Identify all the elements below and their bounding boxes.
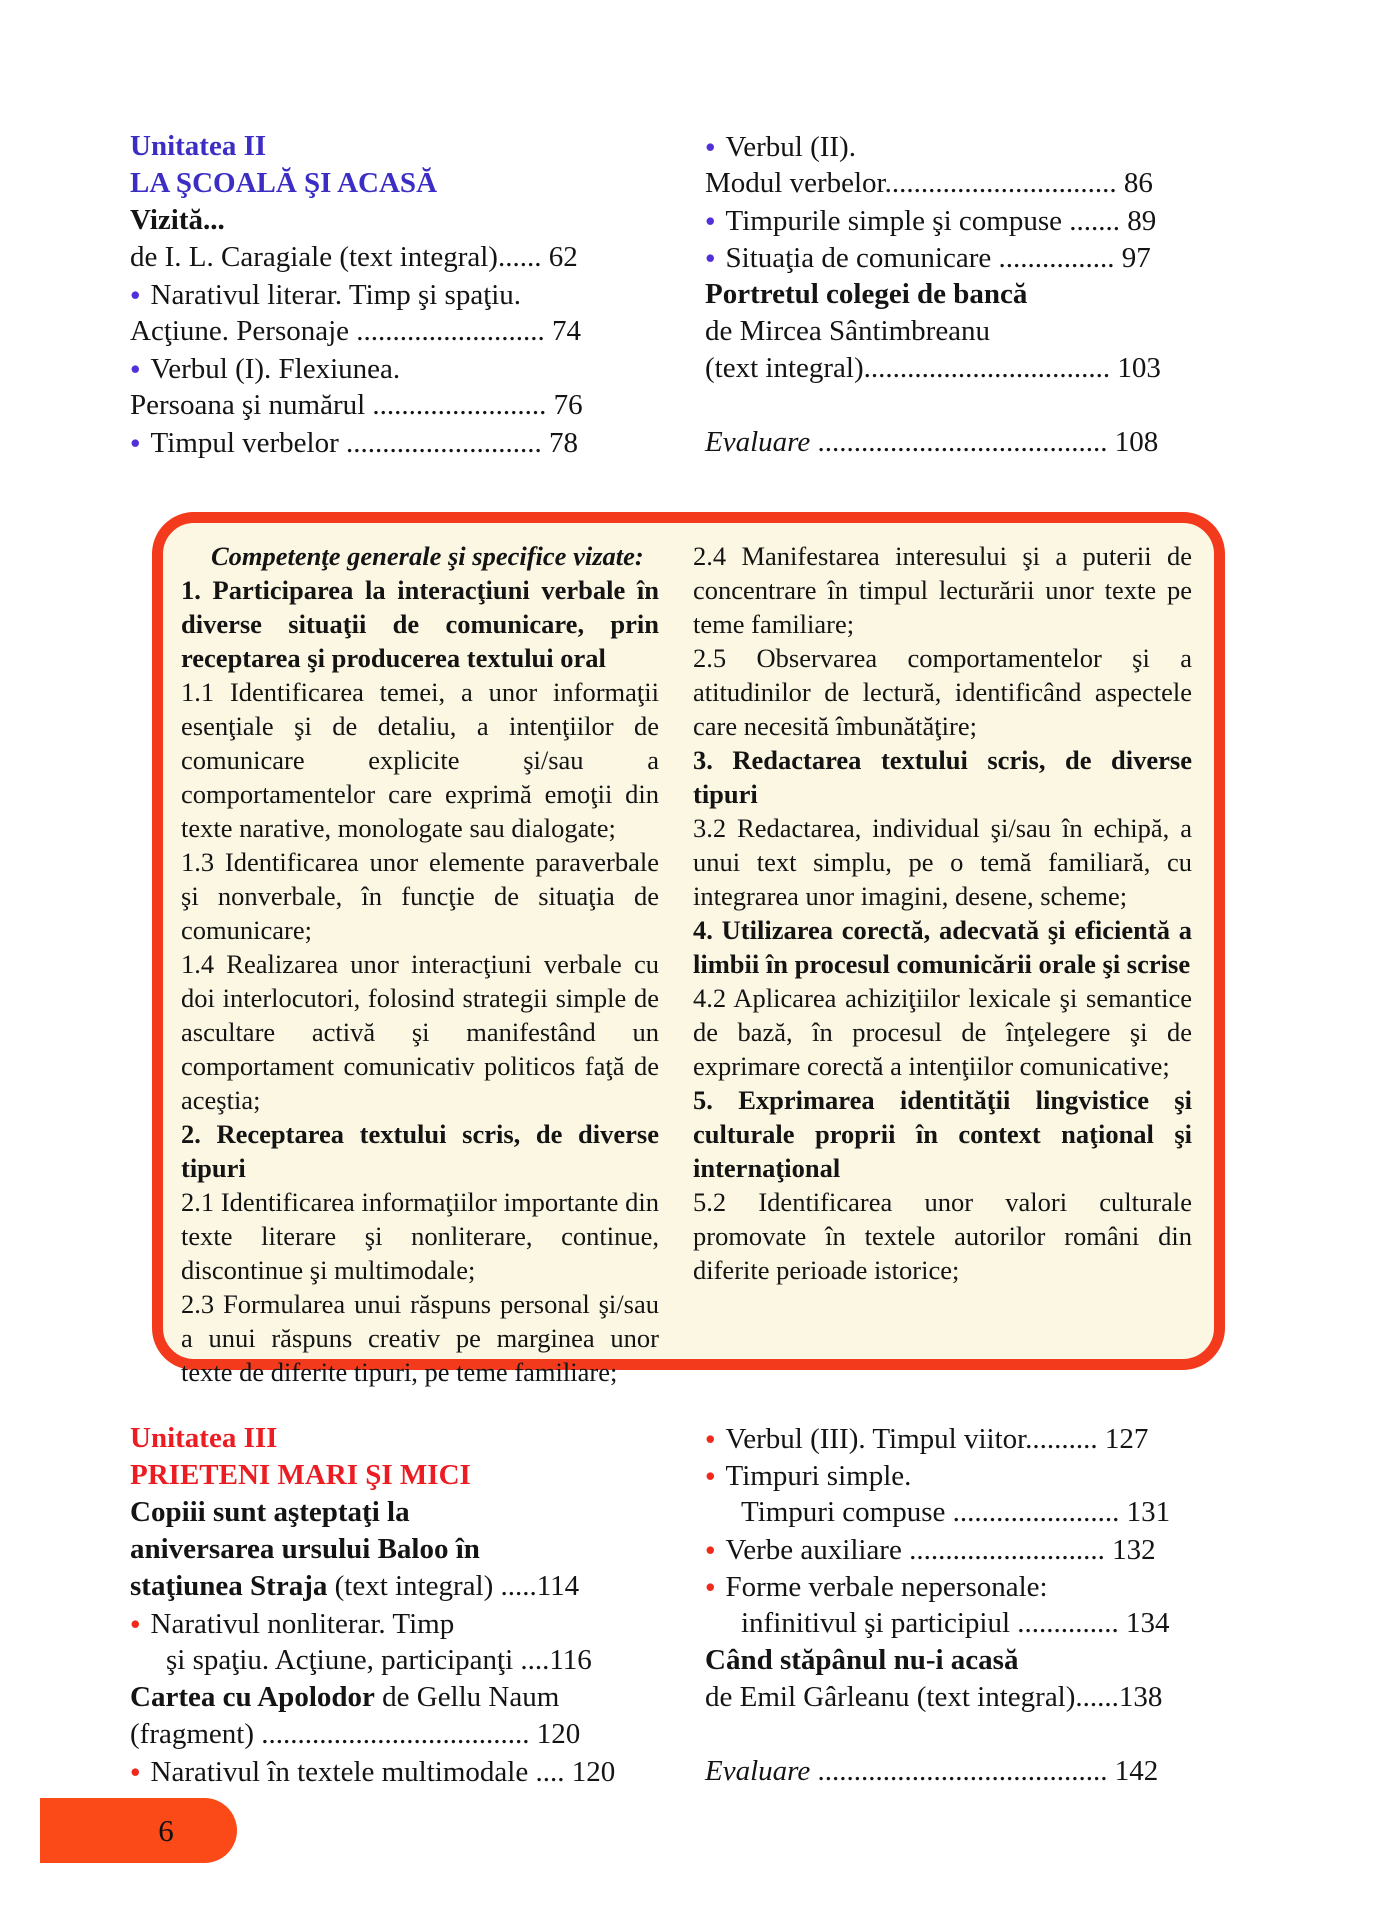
bullet-icon: ● bbox=[130, 1761, 141, 1781]
page-number-tab bbox=[40, 1798, 237, 1863]
text-segment: Când stăpânul nu-i acasă bbox=[705, 1644, 1019, 1676]
competency-paragraph: 1.3 Identificarea unor elemente paraverbale şi nonverbale, în funcţie de situaţia de comunicare; bbox=[181, 847, 659, 945]
toc-line bbox=[130, 1494, 695, 1531]
text-segment: Modul verbelor................................ 86 bbox=[705, 167, 1153, 199]
toc-line bbox=[705, 350, 1185, 387]
bullet-icon: ● bbox=[130, 358, 141, 378]
competency-paragraph: 1.4 Realizarea unor interacţiuni verbale cu doi interlocutori, folosind strategii simple de ascultare activă şi manifestând un comportament comunicativ politicos faţă de aceştia; bbox=[181, 949, 659, 1115]
toc-line bbox=[130, 1716, 695, 1753]
competencies-right-column bbox=[693, 539, 1192, 1359]
text-segment: Narativul în textele multimodale .... 120 bbox=[150, 1755, 616, 1788]
toc-line bbox=[130, 424, 690, 461]
text-segment: Verbul (III). Timpul viitor.......... 127 bbox=[725, 1422, 1149, 1455]
competency-paragraph: 3.2 Redactarea, individual şi/sau în echipă, a unui text simplu, pe o temă familiară, cu integrarea unor imagini, desene, scheme; bbox=[693, 813, 1192, 911]
toc-line bbox=[130, 1568, 695, 1605]
text-segment: Narativul literar. Timp şi spaţiu. bbox=[150, 278, 522, 311]
competency-paragraph: 2.4 Manifestarea interesului şi a puterii de concentrare în timpul lecturării unor texte pe teme familiare; bbox=[693, 541, 1192, 639]
competency-paragraph: 4. Utilizarea corectă, adecvată şi eficientă a limbii în procesul comunicării orale şi scrise bbox=[693, 915, 1192, 979]
toc-line bbox=[705, 1605, 1185, 1642]
text-segment: de Mircea Sântimbreanu bbox=[705, 315, 991, 347]
page-number: 6 bbox=[158, 1812, 174, 1848]
toc-line bbox=[705, 276, 1185, 313]
text-segment: Narativul nonliterar. Timp bbox=[150, 1607, 455, 1640]
toc-line bbox=[130, 1605, 695, 1642]
toc-line bbox=[705, 1716, 1185, 1753]
toc-line bbox=[130, 313, 690, 350]
text-segment: Acţiune. Personaje .......................... 74 bbox=[130, 315, 582, 347]
competencies-right-paragraphs bbox=[693, 539, 1192, 1287]
text-segment: Timpul verbelor ........................... 78 bbox=[150, 426, 578, 459]
competency-paragraph: 2.3 Formularea unui răspuns personal şi/sau a unui răspuns creativ pe marginea unor texte de diferite tipuri, pe teme familiare; bbox=[181, 1289, 659, 1387]
toc-unit3-left-column bbox=[130, 1420, 695, 1790]
competency-paragraph: 5. Exprimarea identităţii lingvistice şi culturale proprii în context naţional şi internaţional bbox=[693, 1085, 1192, 1183]
unit-title bbox=[130, 1457, 695, 1494]
toc-line bbox=[130, 276, 690, 313]
toc-line bbox=[705, 1494, 1185, 1531]
text-segment: Vizită... bbox=[130, 204, 225, 236]
competency-paragraph: 2. Receptarea textului scris, de diverse tipuri bbox=[181, 1119, 659, 1183]
toc-line bbox=[705, 1642, 1185, 1679]
text-segment: Forme verbale nepersonale: bbox=[725, 1570, 1048, 1603]
text-segment: LA ŞCOALĂ ŞI ACASĂ bbox=[130, 167, 438, 199]
text-segment: Timpuri simple. bbox=[725, 1459, 912, 1492]
text-segment: Timpuri compuse ....................... 131 bbox=[741, 1496, 1171, 1528]
competency-paragraph: 4.2 Aplicarea achiziţiilor lexicale şi semantice de bază, în procesul de înţelegere şi de exprimare corectă a intenţiilor comunicative; bbox=[693, 983, 1192, 1081]
toc-line bbox=[130, 239, 690, 276]
competencies-title: Competenţe generale şi specifice vizate: bbox=[211, 541, 644, 571]
text-segment: Portretul colegei de bancă bbox=[705, 278, 1028, 310]
toc-line bbox=[130, 1531, 695, 1568]
bullet-icon: ● bbox=[705, 1428, 716, 1448]
toc-line bbox=[130, 350, 690, 387]
bullet-icon: ● bbox=[130, 432, 141, 452]
text-segment: şi spaţiu. Acţiune, participanţi ....116 bbox=[166, 1644, 592, 1676]
toc-line bbox=[130, 1753, 695, 1790]
text-segment: Evaluare bbox=[705, 426, 811, 458]
toc-line bbox=[705, 1531, 1185, 1568]
toc-line bbox=[705, 424, 1185, 461]
toc-line bbox=[705, 128, 1185, 165]
toc-line bbox=[130, 1679, 695, 1716]
toc-line bbox=[705, 239, 1185, 276]
text-segment: Situaţia de comunicare ................ 97 bbox=[725, 241, 1151, 274]
toc-line bbox=[705, 1679, 1185, 1716]
toc-line bbox=[130, 202, 690, 239]
toc-line bbox=[130, 387, 690, 424]
bullet-icon: ● bbox=[130, 1613, 141, 1633]
toc-line bbox=[705, 1753, 1185, 1790]
bullet-icon: ● bbox=[705, 1576, 716, 1596]
text-segment: de I. L. Caragiale (text integral)...... 62 bbox=[130, 241, 578, 273]
competency-paragraph: 2.5 Observarea comportamentelor şi a atitudinilor de lectură, identificând aspectele care necesită îmbunătăţire; bbox=[693, 643, 1192, 741]
competencies-left-column bbox=[181, 539, 659, 1387]
text-segment: aniversarea ursului Baloo în bbox=[130, 1533, 480, 1565]
toc-unit2-left-column bbox=[130, 128, 690, 461]
text-segment: Verbul (II). bbox=[725, 130, 856, 163]
text-segment: (text integral) .....114 bbox=[327, 1570, 580, 1602]
toc-unit2-right-column bbox=[705, 128, 1185, 461]
text-segment: ........................................ 142 bbox=[810, 1755, 1159, 1787]
toc-unit3-right-column bbox=[705, 1420, 1185, 1790]
bullet-icon: ● bbox=[705, 136, 716, 156]
unit-title bbox=[130, 165, 690, 202]
text-segment: de Emil Gârleanu (text integral)......138 bbox=[705, 1681, 1163, 1713]
text-segment: (text integral).................................. 103 bbox=[705, 352, 1161, 384]
text-segment: de Gellu Naum bbox=[374, 1681, 560, 1713]
competency-paragraph: 5.2 Identificarea unor valori culturale promovate în textele autorilor români din diferite perioade istorice; bbox=[693, 1187, 1192, 1285]
toc-line bbox=[705, 1420, 1185, 1457]
text-segment: Copiii sunt aşteptaţi la bbox=[130, 1496, 410, 1528]
competency-paragraph: 1. Participarea la interacţiuni verbale în diverse situaţii de comunicare, prin receptarea şi producerea textului oral bbox=[181, 575, 659, 673]
text-segment: staţiunea Straja bbox=[130, 1570, 328, 1602]
bullet-icon: ● bbox=[130, 284, 141, 304]
text-segment: Cartea cu Apolodor bbox=[130, 1681, 375, 1713]
toc-line bbox=[705, 202, 1185, 239]
toc-line bbox=[705, 387, 1185, 424]
text-segment: Unitatea III bbox=[130, 1422, 278, 1454]
bullet-icon: ● bbox=[705, 1465, 716, 1485]
text-segment: Persoana şi numărul ........................ 76 bbox=[130, 389, 583, 421]
text-segment: infinitivul şi participiul .............. 134 bbox=[741, 1607, 1170, 1639]
text-segment: ........................................ 108 bbox=[810, 426, 1159, 458]
text-segment: Verbe auxiliare ........................... 132 bbox=[725, 1533, 1156, 1566]
toc-line bbox=[705, 165, 1185, 202]
competency-paragraph: 2.1 Identificarea informaţiilor importante din texte literare şi nonliterare, continue, discontinue şi multimodale; bbox=[181, 1187, 659, 1285]
bullet-icon: ● bbox=[705, 1539, 716, 1559]
competencies-box bbox=[152, 512, 1225, 1387]
competencies-left-paragraphs bbox=[181, 573, 659, 1389]
toc-line bbox=[130, 1642, 695, 1679]
unit-label bbox=[130, 1420, 695, 1457]
bullet-icon: ● bbox=[705, 210, 716, 230]
bullet-icon: ● bbox=[705, 247, 716, 267]
text-segment: PRIETENI MARI ŞI MICI bbox=[130, 1459, 471, 1491]
text-segment: Unitatea II bbox=[130, 130, 267, 162]
competency-paragraph: 1.1 Identificarea temei, a unor informaţii esenţiale şi de detaliu, a intenţiilor de comunicare explicite şi/sau a comportamentelor care exprimă emoţii din texte narative, monologate sau dialogate; bbox=[181, 677, 659, 843]
toc-line bbox=[705, 1457, 1185, 1494]
text-segment: (fragment) ..................................... 120 bbox=[130, 1718, 581, 1750]
text-segment: Timpurile simple şi compuse ....... 89 bbox=[725, 204, 1157, 237]
text-segment: Verbul (I). Flexiunea. bbox=[150, 352, 401, 385]
toc-line bbox=[705, 1568, 1185, 1605]
competency-paragraph: 3. Redactarea textului scris, de diverse tipuri bbox=[693, 745, 1192, 809]
unit-label bbox=[130, 128, 690, 165]
toc-line bbox=[705, 313, 1185, 350]
text-segment: Evaluare bbox=[705, 1755, 811, 1787]
